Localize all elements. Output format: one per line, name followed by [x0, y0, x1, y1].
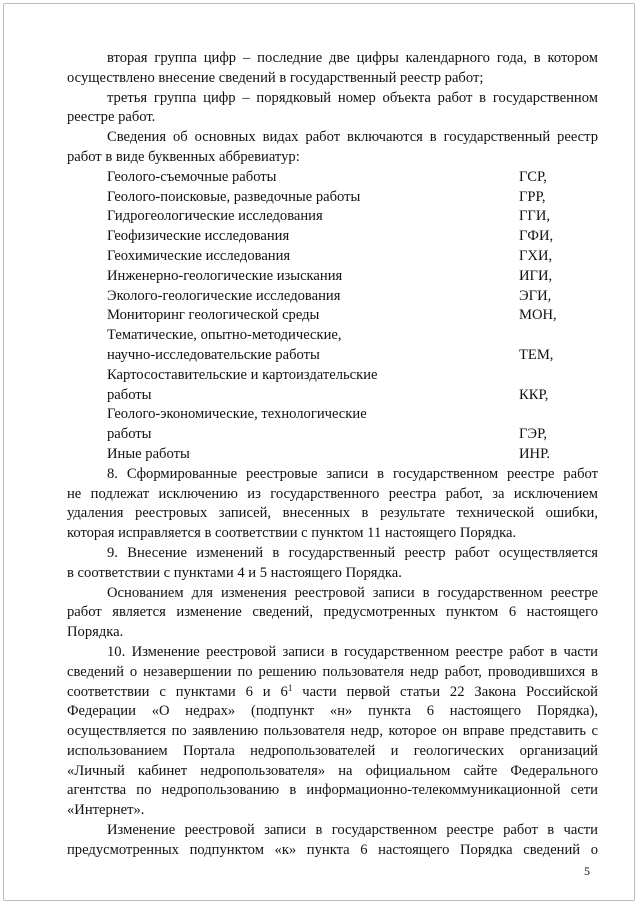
abbreviation-list: [67, 168, 598, 465]
list-item: Картосоставительские и картоиздательские работы ККР,: [107, 366, 549, 403]
paragraph-abbreviations-intro: Сведения об основных видах работ включаются в государственный реестр работ в виде буквенных аббревиатур:: [67, 129, 598, 165]
paragraph-second-digit-group: вторая группа цифр – последние две цифры календарного года, в котором осуществлено внесение сведений в государственный реестр работ;: [67, 50, 598, 86]
list-item: Геолого-съемочные работы ГСР,: [107, 168, 547, 185]
paragraph-third-digit-group: третья группа цифр – порядковый номер объекта работ в государственном реестре работ.: [67, 89, 598, 126]
section-10: 10. Изменение реестровой записи в государственном реестре работ в части сведений о незавершении по решению пользователя недр работ, проводившихся в соответствии с пунктами 6 и $6^1$ части первой статьи 22 Закона Российской Федерации «О недрах» (подпункт «н» пункта 6 настоящего Порядка), осуществляется по заявлению пользователя недр, которое он вправе представить с использованием Портала недропользователей и геологических организаций «Личный кабинет недропользователя» на официальном сайте Федерального агентства по недропользованию в информационно-телекоммуникационной сети «Интернет».: [67, 643, 598, 819]
list-item: Геолого-поисковые, разведочные работы ГРР,: [107, 188, 546, 205]
list-item: Эколого-геологические исследования ЭГИ,: [107, 287, 552, 304]
list-item: Инженерно-геологические изыскания ИГИ,: [107, 267, 553, 284]
list-item: Мониторинг геологической среды МОН,: [107, 307, 557, 324]
list-item: Геохимические исследования ГХИ,: [107, 247, 553, 264]
list-item: Геолого-экономические, технологические работы ГЭР,: [107, 406, 548, 443]
paragraph-basis-for-change: Основанием для изменения реестровой записи в государственном реестре работ является изменение сведений, предусмотренных пунктом 6 настоящего Порядка.: [67, 584, 598, 641]
list-item: Гидрогеологические исследования ГГИ,: [107, 208, 551, 225]
list-item: Иные работы ИНР.: [107, 445, 551, 462]
paragraph-change-record: Изменение реестровой записи в государственном реестре работ в части предусмотренных подпунктом «к» пункта 6 настоящего Порядка сведений о: [67, 822, 598, 858]
list-item: Тематические, опытно-методические, научно-исследовательские работы ТЕМ,: [107, 327, 554, 363]
list-item: Геофизические исследования ГФИ,: [107, 228, 554, 245]
page-number: 5: [584, 864, 590, 878]
section-8: 8. Сформированные реестровые записи в государственном реестре работ не подлежат исключению из государственного реестра работ, за исключением удаления реестровых записей, внесенных в результате технической ошибки, которая исправляется в соответствии с пунктом 11 настоящего Порядка.: [67, 465, 598, 542]
document-body: [67, 49, 598, 861]
section-9: 9. Внесение изменений в государственный реестр работ осуществляется в соответствии с пунктами 4 и 5 настоящего Порядка.: [67, 544, 598, 581]
